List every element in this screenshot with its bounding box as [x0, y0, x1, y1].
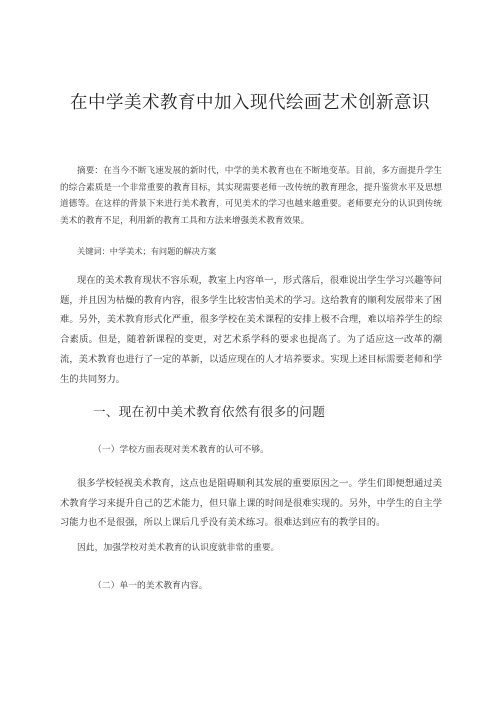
section-heading: 一、现在初中美术教育依然有很多的问题	[93, 404, 326, 419]
body-paragraph: 很多学校轻视美术教育，这点也是阻碍顺利其发展的重要原因之一。学生们即便想通过美术教育学习来提升自己的艺术能力，但只靠上课的时间是很难实现的。另外，中学生的自主学习能力也不是很强，所以上课后几乎没有美术练习。很难达到应有的教学目的。	[60, 478, 442, 529]
document-title: 在中学美术教育中加入现代绘画艺术创新意识	[70, 93, 430, 113]
conclusion-line: 因此，加强学校对美术教育的认识度就非常的重要。	[77, 543, 280, 553]
subsection-heading-2: （二）单一的美术教育内容。	[93, 581, 208, 591]
subsection-heading: （一）学校方面表现对美术教育的认可不够。	[93, 445, 269, 455]
keywords-line: 关键词：中学美术；有问题的解决方案	[77, 246, 217, 256]
abstract-paragraph: 摘要：在当今不断飞速发展的新时代，中学的美术教育也在不断地变革。目前，多方面提升学生的综合素质是一个非常重要的教育目标，其实现需要老师一改传统的教育理念，提升鉴赏水平及思想道德等。在这样的背景下来进行美术教育，可见美术的学习也越来越重要。老师要充分的认识到传统美术的教育不足，利用新的教育工具和方法来增强美术教育效果。	[60, 166, 442, 227]
intro-paragraph: 现在的美术教育现状不容乐观，教室上内容单一，形式落后，很难说出学生学习兴趣等问题，并且因为枯燥的教育内容，很多学生比较害怕美术的学习。这给教育的顺利发展带来了困难。另外，美术教育形式化严重，很多学校在美术课程的安排上极不合理，难以培养学生的综合素质。但是，随着新课程的变更，对艺术系学科的要求也提高了。为了适应这一改革的潮流，美术教育也进行了一定的革新，以适应现在的人才培养要求。实现上述目标需要老师和学生的共同努力。	[60, 275, 442, 385]
